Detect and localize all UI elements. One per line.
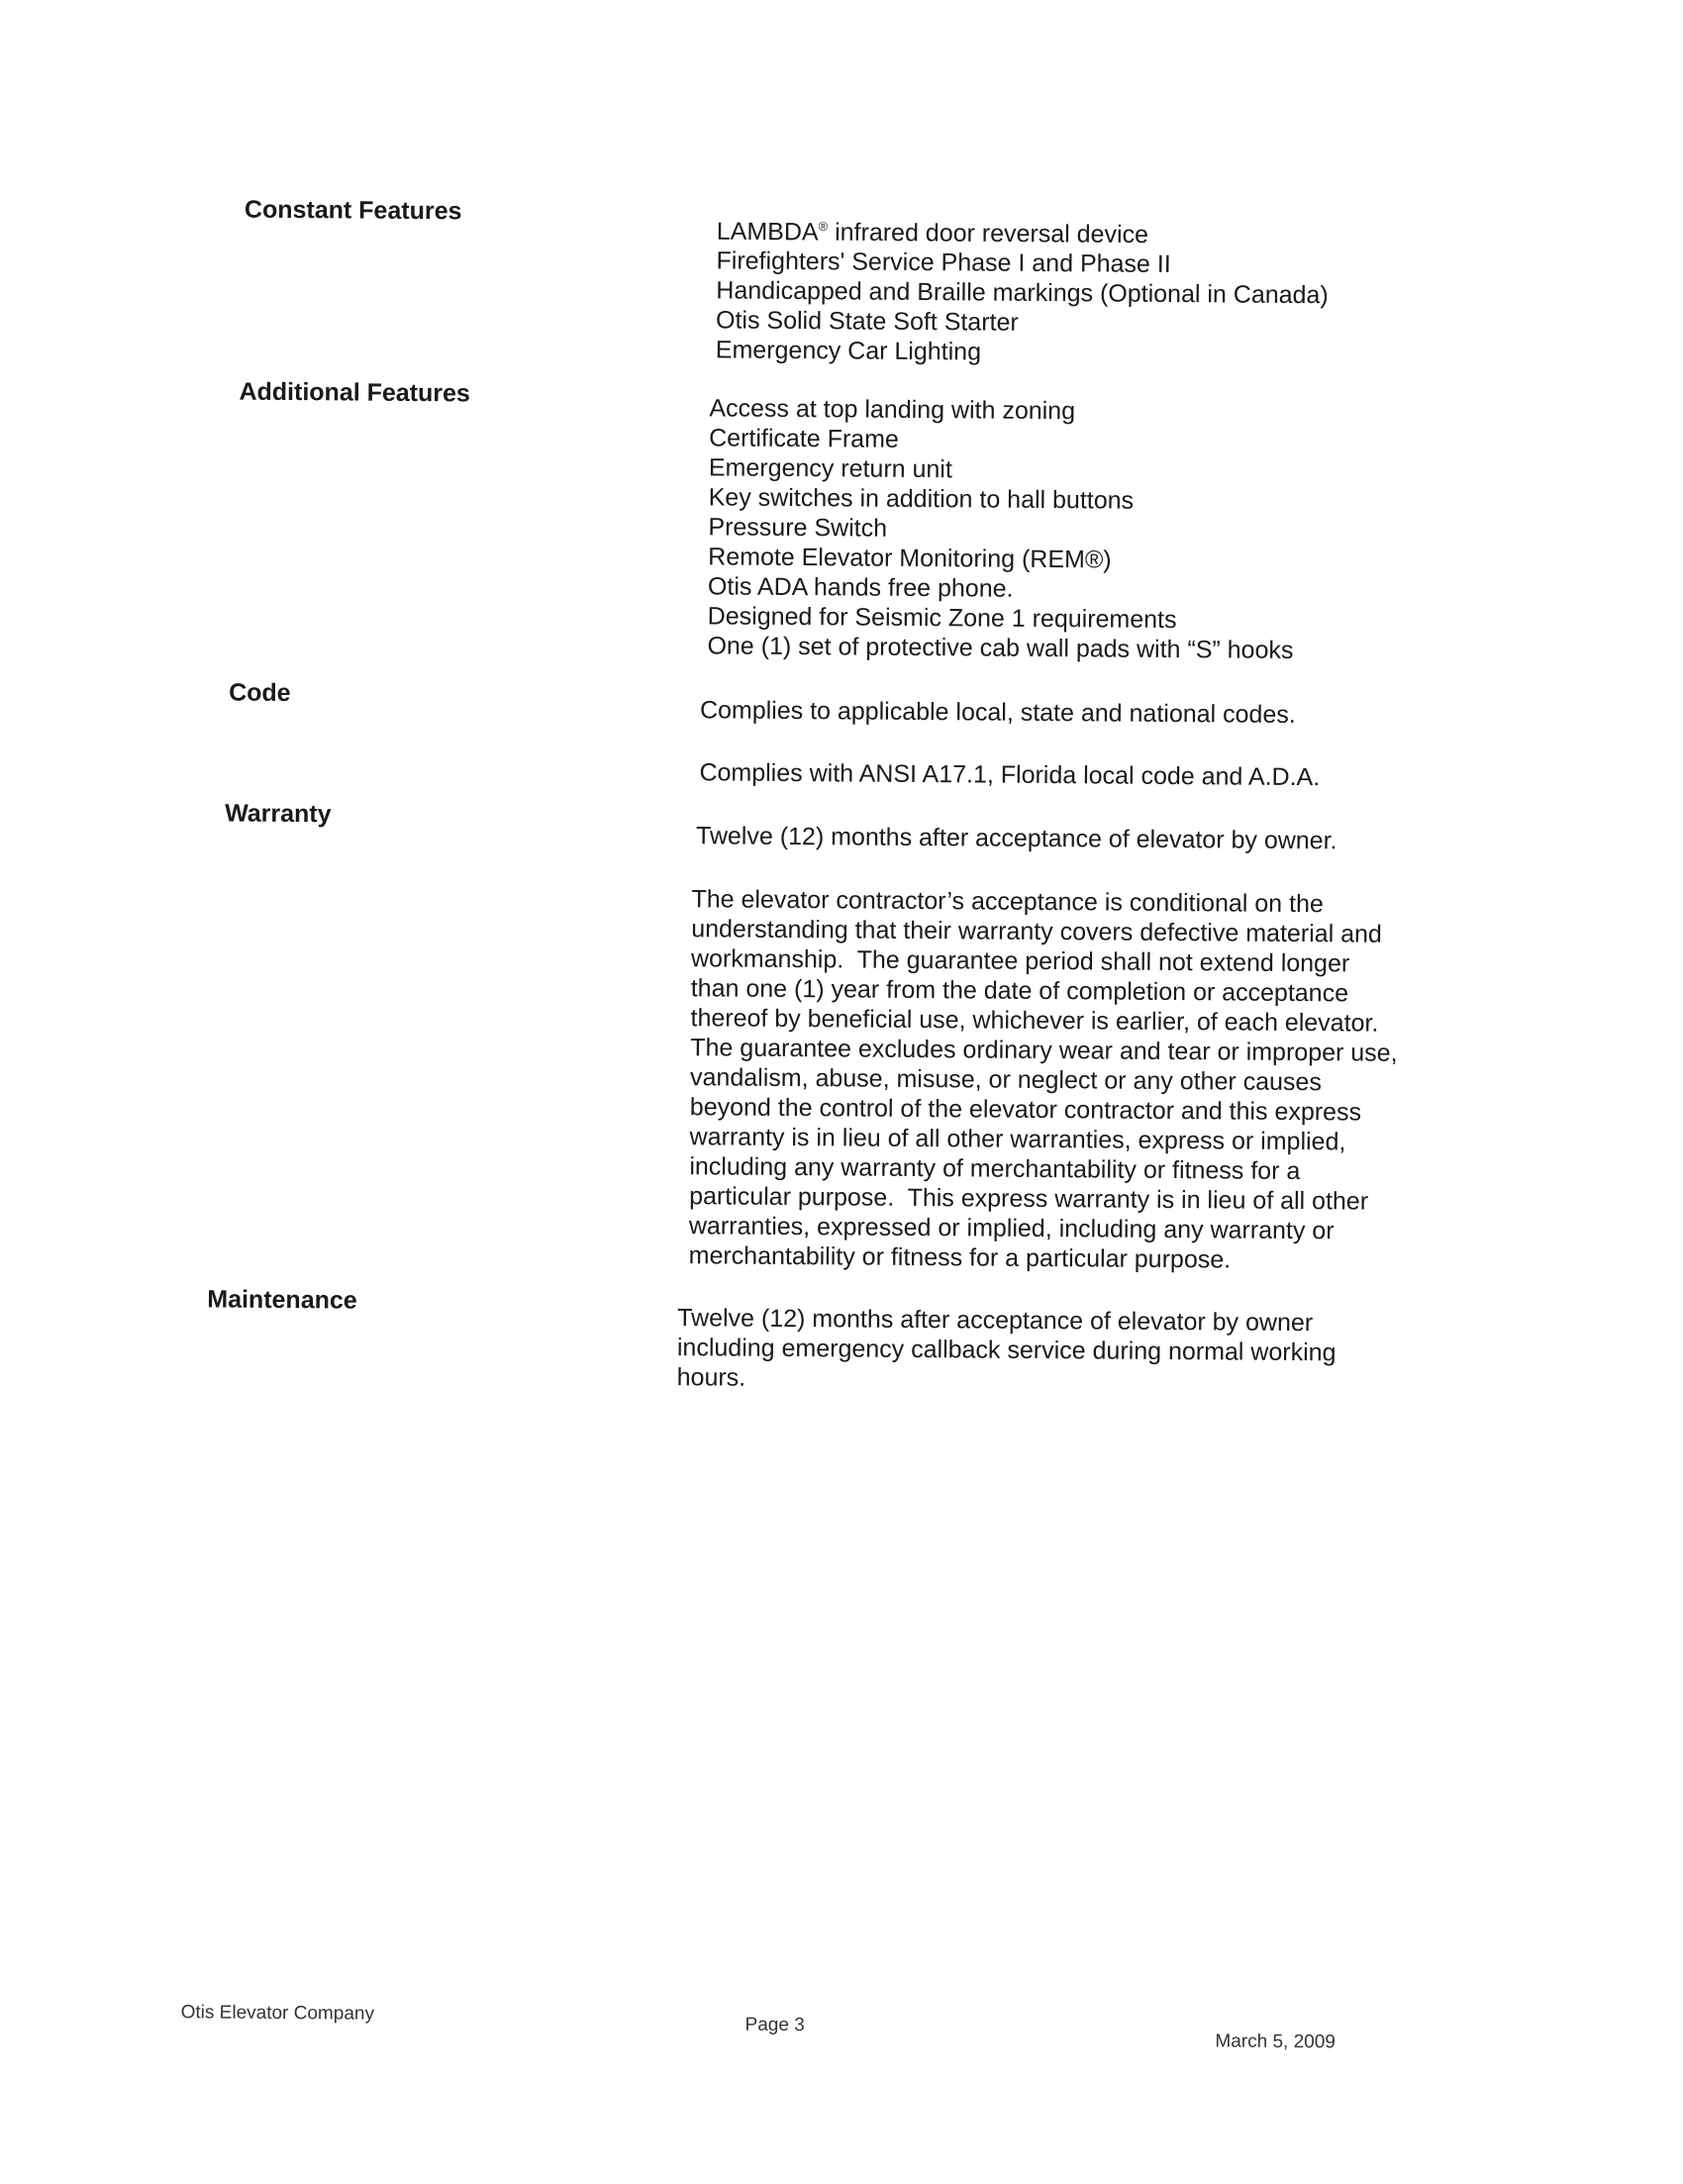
paragraph-line: workmanship. The guarantee period shall not extend longer <box>690 944 1350 978</box>
constant-features-label: Constant Features <box>244 195 462 226</box>
paragraph-line: than one (1) year from the date of completion or acceptance <box>690 974 1349 1008</box>
list-item: Pressure Switch <box>708 513 888 543</box>
warranty-intro: Twelve (12) months after acceptance of elevator by owner. <box>695 822 1337 855</box>
additional-features-label: Additional Features <box>239 377 470 408</box>
paragraph-line: including any warranty of merchantability or fitness for a <box>689 1152 1301 1186</box>
list-item: Handicapped and Braille markings (Optional in Canada) <box>716 276 1329 310</box>
paragraph-line: hours. <box>676 1363 746 1392</box>
list-item <box>717 211 1330 250</box>
paragraph: Complies to applicable local, state and national codes. <box>699 696 1296 729</box>
warranty-paragraph <box>689 884 1399 1276</box>
list-item: Otis ADA hands free phone. <box>707 572 1014 603</box>
list-item: Certificate Frame <box>709 424 899 453</box>
registered-mark: ® <box>818 219 829 235</box>
footer-company: Otis Elevator Company <box>180 2002 375 2025</box>
list-item: Emergency return unit <box>708 453 952 484</box>
brand-name: LAMBDA <box>716 217 819 247</box>
additional-features-list <box>707 393 1295 665</box>
paragraph: Complies with ANSI A17.1, Florida local code and A.D.A. <box>699 758 1321 792</box>
paragraph-line: The guarantee excludes ordinary wear and tear or improper use, <box>690 1034 1398 1067</box>
paragraph-line: understanding that their warranty covers defective material and <box>691 915 1382 948</box>
list-item: Key switches in addition to hall buttons <box>708 483 1135 515</box>
paragraph-line: particular purpose. This express warranty is in lieu of all other <box>689 1182 1369 1216</box>
list-item: Access at top landing with zoning <box>709 394 1076 426</box>
list-item: Otis Solid State Soft Starter <box>715 306 1019 338</box>
list-item: Emergency Car Lighting <box>715 336 982 366</box>
maintenance-text <box>677 1303 1336 1397</box>
paragraph-line: warranties, expressed or implied, including any warranty or <box>688 1212 1335 1245</box>
list-item: Designed for Seismic Zone 1 requirements <box>707 602 1177 635</box>
footer-page-number: Page 3 <box>744 2014 805 2036</box>
list-item: One (1) set of protective cab wall pads with “S” hooks <box>707 632 1294 664</box>
list-item-text: infrared door reversal device <box>835 218 1149 249</box>
list-item: Firefighters' Service Phase I and Phase II <box>716 247 1171 279</box>
paragraph-line: The elevator contractor’s acceptance is conditional on the <box>691 885 1324 919</box>
paragraph-line: including emergency callback service during normal working <box>676 1334 1336 1367</box>
paragraph-line: warranty is in lieu of all other warranties, express or implied, <box>689 1123 1346 1156</box>
paragraph-line: thereof by beneficial use, whichever is earlier, of each elevator. <box>690 1004 1379 1038</box>
footer-date: March 5, 2009 <box>1215 2031 1336 2053</box>
list-item: Remote Elevator Monitoring (REM®) <box>708 543 1112 574</box>
constant-features-list <box>716 211 1330 369</box>
paragraph-line: vandalism, abuse, misuse, or neglect or any other causes <box>689 1063 1323 1097</box>
warranty-label: Warranty <box>225 799 332 829</box>
paragraph-line: Twelve (12) months after acceptance of elevator by owner <box>677 1304 1314 1338</box>
paragraph-line: merchantability or fitness for a particular purpose. <box>688 1241 1232 1274</box>
code-text <box>699 695 1320 792</box>
paragraph-line: beyond the control of the elevator contractor and this express <box>689 1093 1362 1127</box>
maintenance-label: Maintenance <box>207 1285 357 1315</box>
code-label: Code <box>229 678 291 708</box>
